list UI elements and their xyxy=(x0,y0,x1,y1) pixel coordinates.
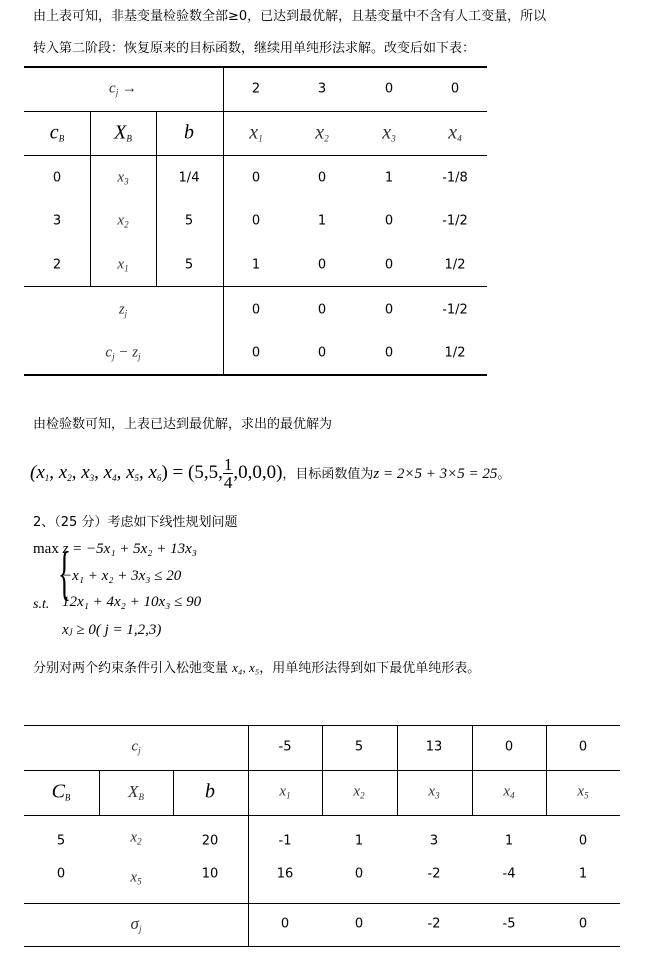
cj-value: 2 xyxy=(251,81,261,97)
optimal-solution: ($x_1$, $x_2$, $x_3$, $x_4$, $x_5$, $x_6) = (5,5$, $\frac{1}{4}$ ,0,0,0)，目标函数值为z = 2×5 + 3×5 = 25。 xyxy=(30,455,511,493)
x-header: $x_2$ xyxy=(353,783,365,801)
x-header: $x_3$ xyxy=(382,121,396,144)
x-header: $x_5$ xyxy=(577,783,589,801)
cj-header: $c_j$ xyxy=(131,738,141,756)
cb-header: $C_B$ xyxy=(51,780,71,803)
intro-line-1: 由上表可知，非基变量检验数全部≥0，已达到最优解，且基变量中不含有人工变量，所以 xyxy=(33,9,547,24)
zj-label: $z_j$ xyxy=(118,301,128,319)
sigma-label: $\sigma_j$ xyxy=(130,914,142,934)
cj-header: $c_j$ → xyxy=(109,80,137,98)
constraint-1: −x₁ + x₂ + 3x₃ ≤ 20 xyxy=(62,568,182,584)
x-header: $x_2$ xyxy=(315,121,329,144)
intro-line-2: 转入第二阶段：恢复原来的目标函数，继续用单纯形法求解。改变后如下表： xyxy=(33,41,476,56)
b-header: b xyxy=(184,121,194,144)
cj-value: 0 xyxy=(384,81,394,97)
x-header: $x_3$ xyxy=(428,783,440,801)
constraint-2: 12x₁ + 4x₂ + 10x₃ ≤ 90 xyxy=(62,594,202,610)
objective-function: max z = −5x₁ + 5x₂ + 13x₃ xyxy=(33,541,198,557)
xb-header: $X_B$ xyxy=(114,121,132,144)
xb-header: $X_B$ xyxy=(128,782,144,802)
constraint-brace: { xyxy=(58,540,71,606)
x-header: $x_4$ xyxy=(503,783,515,801)
x-header: $x_1$ xyxy=(279,783,291,801)
b-header: b xyxy=(205,780,215,803)
cj-minus-zj-label: $c_j - z_j$ xyxy=(105,344,141,362)
problem-2-title: 2、（25 分）考虑如下线性规划问题 xyxy=(33,515,238,530)
x-header: $x_4$ xyxy=(448,121,462,144)
x-header: $x_1$ xyxy=(249,121,263,144)
subject-to-label: s.t. xyxy=(33,597,50,612)
slack-text: 分别对两个约束条件引入松弛变量 x₄, x₅，用单纯形法得到如下最优单纯形表。 xyxy=(33,660,481,676)
constraint-3: xⱼ ≥ 0( j = 1,2,3) xyxy=(62,622,162,638)
cj-value: 0 xyxy=(450,81,460,97)
conclusion-text: 由检验数可知，上表已达到最优解，求出的最优解为 xyxy=(33,417,333,432)
cb-header: $c_B$ xyxy=(49,121,65,144)
cj-value: 3 xyxy=(317,81,327,97)
